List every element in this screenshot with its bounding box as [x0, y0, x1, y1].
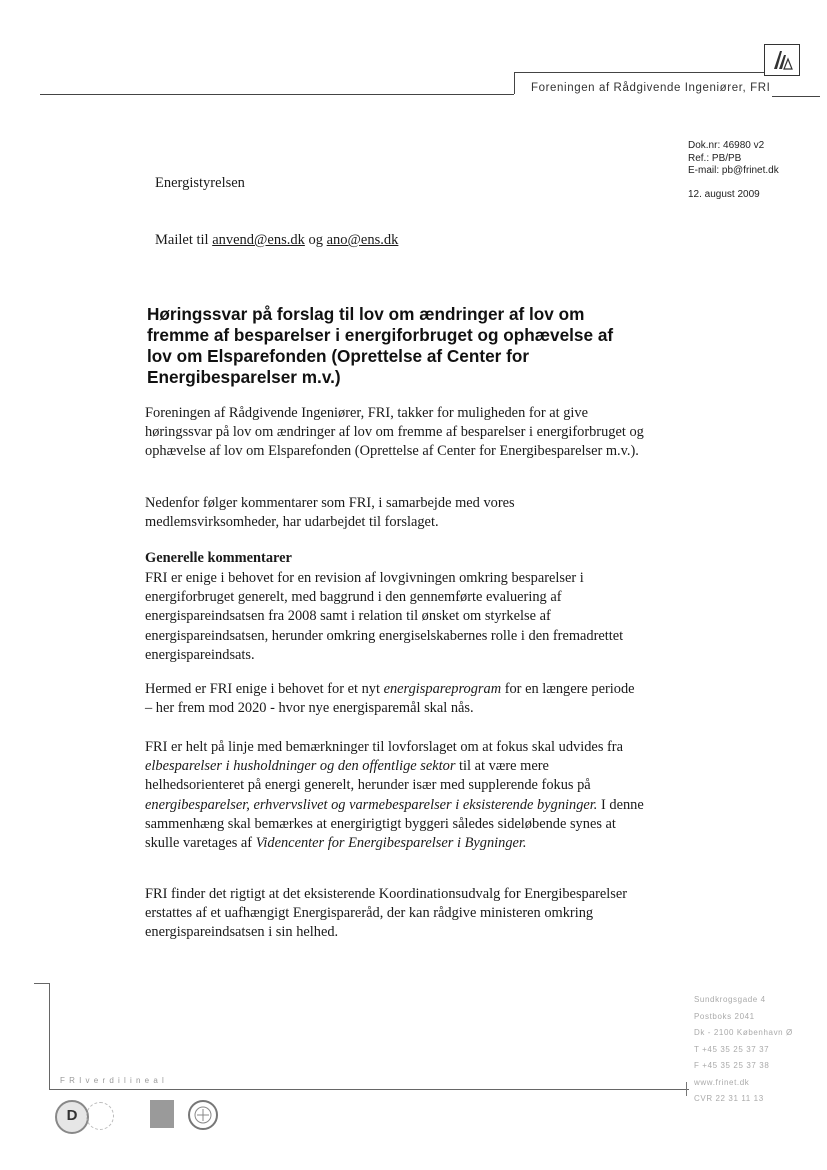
paragraph-comments-intro: Nedenfor følger kommentarer som FRI, i samarbejde med vores medlemsvirksomheder, har udarbejdet til forslaget. — [145, 495, 515, 531]
doc-number: Dok.nr: 46980 v2 — [688, 140, 765, 151]
letterhead-rule-left — [40, 94, 514, 95]
email-link-anvend[interactable]: anvend@ens.dk — [212, 232, 305, 248]
text-run: til at være mere helhedsorienteret på energi generelt, herunder især med supplerende fokus på — [145, 758, 591, 794]
document-meta — [688, 140, 779, 178]
footer-contact-block — [694, 992, 793, 1108]
mail-line — [155, 232, 398, 249]
footer-left-text: F R I v e r d i l i n e a l — [60, 1076, 165, 1085]
contact-line: Postboks 2041 — [694, 1011, 755, 1021]
mail-middle: og — [304, 232, 327, 248]
footer-rule-top — [34, 983, 50, 984]
certification-stamp-icon — [150, 1100, 174, 1128]
text-run-italic: Videncenter for Energibesparelser i Bygninger. — [255, 835, 527, 852]
footer-rule-tick — [686, 1082, 687, 1096]
paragraph-general-1: FRI er enige i behovet for en revision af lovgivningen omkring besparelser i energiforbruget generelt, med baggrund i den gennemførte evaluering af energispareindsatsen fra 2008 samt i relation til ønsket om styrkelse af energispareindsatsen, herunder omkring energiselskabernes rolle i den fremadrettet energispareindsats. — [145, 570, 624, 663]
recipient: Energistyrelsen — [155, 175, 245, 191]
email-link-ano[interactable]: ano@ens.dk — [326, 232, 399, 248]
fri-logo-icon — [764, 44, 800, 76]
doc-reference: Ref.: PB/PB — [688, 152, 742, 164]
text-run-italic: elbesparelser i husholdninger og den offentlige sektor — [145, 758, 456, 775]
text-run: for en længere periode – her frem mod 2020 - hvor nye energisparemål skal nås. — [145, 681, 635, 717]
cert-d-label: D — [66, 1107, 78, 1124]
doc-email: E-mail: pb@frinet.dk — [688, 165, 779, 176]
certification-seal-icon — [86, 1102, 114, 1130]
text-run: I denne sammenhæng skal bemærkes at energirigtigt byggeri således sideløbende synes at skulle varetages af — [145, 796, 644, 852]
paragraph-general-3 — [145, 738, 645, 853]
footer-rule-bottom — [49, 1089, 689, 1090]
paragraph-general-2 — [145, 680, 645, 718]
text-run: FRI er helt på linje med bemærkninger til lovforslaget om at fokus skal udvides fra — [145, 739, 623, 755]
letterhead-rule-top — [514, 72, 764, 73]
contact-line: T +45 35 25 37 37 — [694, 1044, 770, 1054]
contact-line: Dk - 2100 København Ø — [694, 1028, 793, 1037]
text-run: Hermed er FRI enige i behovet for et nyt — [145, 681, 384, 697]
letterhead-org-name: Foreningen af Rådgivende Ingeniører, FRI — [531, 82, 771, 94]
mail-prefix: Mailet til — [155, 232, 213, 248]
footer-rule-vertical — [49, 983, 50, 1089]
paragraph-intro: Foreningen af Rådgivende Ingeniører, FRI, takker for muligheden for at give høringssvar på lov om ændringer af lov om fremme af besparelser i energiforbruget og ophævelse af lov om Elsparefonden (Oprettelse af Center for Energibesparelser m.v.). — [145, 405, 644, 460]
text-run-italic: energispareprogram — [383, 681, 502, 697]
certification-iso-icon — [188, 1100, 218, 1130]
letterhead-rule-right — [772, 96, 820, 97]
section-heading-general: Generelle kommentarer — [145, 550, 292, 566]
contact-line: F +45 35 25 37 38 — [694, 1061, 770, 1070]
letterhead-rule-vertical — [514, 72, 515, 94]
contact-line: www.frinet.dk — [694, 1077, 750, 1087]
paragraph-general-4: FRI finder det rigtigt at det eksisterende Koordinationsudvalg for Energibesparelser erstattes af et uafhængigt Energispareråd, der kan rådgive ministeren omkring energispareindsatsen i sin helhed. — [145, 886, 628, 941]
contact-line: Sundkrogsgade 4 — [694, 995, 766, 1004]
doc-date: 12. august 2009 — [688, 189, 760, 200]
contact-line: CVR 22 31 11 13 — [694, 1094, 764, 1103]
certification-d-icon — [55, 1100, 89, 1134]
text-run-italic: energibesparelser, erhvervslivet og varmebesparelser i eksisterende bygninger. — [145, 796, 598, 813]
document-heading: Høringssvar på forslag til lov om ændringer af lov om fremme af besparelser i energiforbruget og ophævelse af lov om Elsparefonden (Oprettelse af Center for Energibesparelser m.v.) — [147, 304, 614, 387]
